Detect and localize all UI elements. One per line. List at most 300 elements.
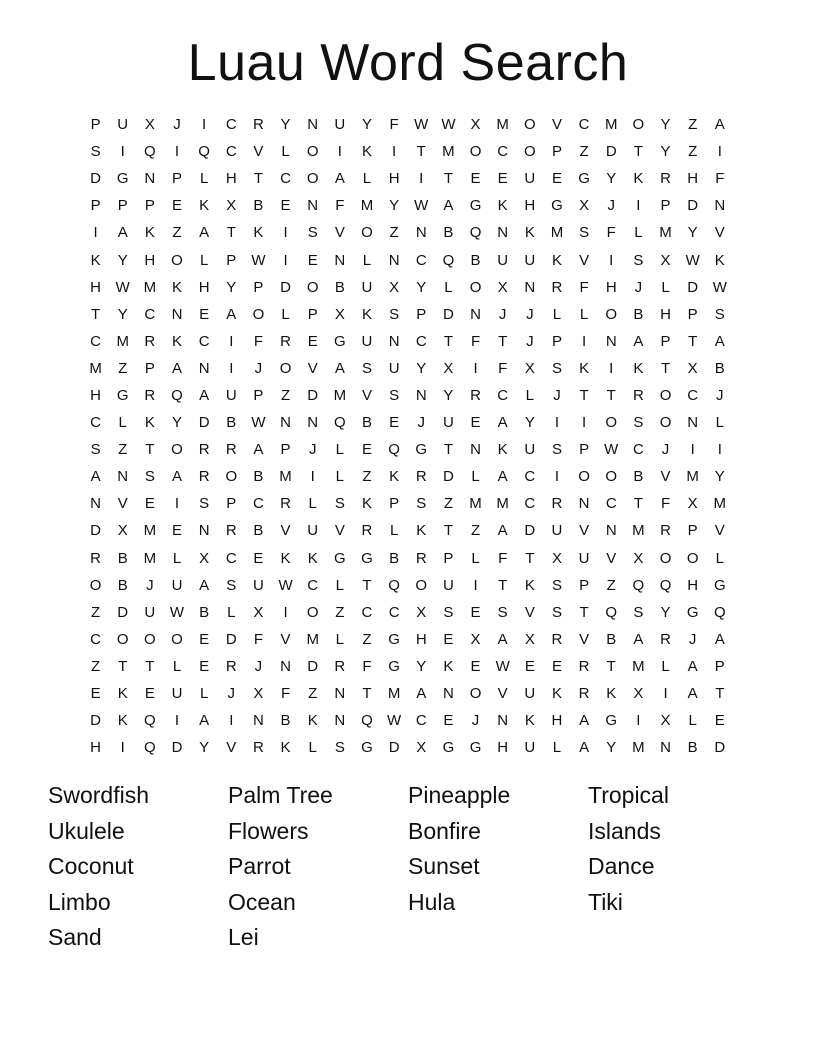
grid-row <box>82 490 734 517</box>
grid-letter: Z <box>688 116 698 134</box>
grid-letter: I <box>582 332 587 350</box>
grid-letter: K <box>361 305 372 323</box>
grid-letter: K <box>253 224 264 242</box>
grid-letter: S <box>389 386 400 404</box>
grid-letter: J <box>173 116 181 134</box>
grid-letter: G <box>388 657 400 675</box>
grid-letter: M <box>632 522 645 540</box>
grid-letter: I <box>609 251 614 269</box>
grid-letter: T <box>253 170 263 188</box>
grid-letter: W <box>251 414 266 432</box>
grid-letter: X <box>334 305 345 323</box>
grid-letter: Q <box>361 712 373 730</box>
grid-letter: E <box>253 549 264 567</box>
grid-letter: A <box>579 712 590 730</box>
grid-letter: X <box>660 712 671 730</box>
grid-letter: P <box>144 197 155 215</box>
grid-letter: S <box>633 603 644 621</box>
grid-letter: F <box>470 332 481 350</box>
grid-letter: N <box>388 251 400 269</box>
grid-letter: V <box>579 522 590 540</box>
grid-letter: R <box>660 170 671 188</box>
grid-letter: M <box>604 116 618 134</box>
grid-letter: V <box>660 468 671 486</box>
grid-letter: B <box>443 224 454 242</box>
grid-letter: C <box>632 441 644 459</box>
grid-letter: G <box>334 332 346 350</box>
grid-letter: D <box>117 603 129 621</box>
grid-letter: K <box>280 739 291 757</box>
grid-letter: K <box>117 685 128 703</box>
word-list-item: Tiki <box>588 888 623 915</box>
grid-letter: N <box>280 657 291 675</box>
grid-row <box>82 463 734 490</box>
grid-letter: S <box>497 603 508 621</box>
grid-letter: N <box>388 332 400 350</box>
grid-letter: Z <box>688 143 698 161</box>
grid-letter: I <box>717 143 722 161</box>
grid-letter: I <box>582 414 587 432</box>
grid-letter: L <box>335 468 344 486</box>
grid-letter: K <box>307 712 318 730</box>
grid-letter: V <box>361 386 372 404</box>
grid-letter: L <box>281 305 290 323</box>
grid-letter: B <box>687 739 698 757</box>
grid-row <box>82 274 734 301</box>
word-list-item: Ukulele <box>48 817 125 844</box>
grid-letter: B <box>253 468 264 486</box>
grid-letter: C <box>687 386 699 404</box>
grid-letter: P <box>226 495 237 513</box>
grid-letter: T <box>443 441 453 459</box>
grid-letter: E <box>361 441 372 459</box>
grid-letter: J <box>526 305 534 323</box>
grid-letter: A <box>334 170 345 188</box>
grid-letter: C <box>415 251 427 269</box>
grid-letter: O <box>306 170 319 188</box>
grid-letter: L <box>634 224 643 242</box>
grid-letter: A <box>497 522 508 540</box>
grid-letter: Y <box>606 170 617 188</box>
grid-letter: L <box>471 468 480 486</box>
grid-letter: C <box>361 603 373 621</box>
grid-letter: O <box>171 251 183 269</box>
grid-letter: B <box>253 522 264 540</box>
grid-letter: J <box>607 197 615 215</box>
word-list-item: Tropical <box>588 782 669 808</box>
grid-letter: R <box>551 630 563 648</box>
word-list-item: Flowers <box>228 817 309 844</box>
grid-letter: L <box>335 441 344 459</box>
grid-letter: C <box>90 414 101 432</box>
grid-letter: U <box>334 116 346 134</box>
grid-letter: L <box>199 685 209 703</box>
grid-letter: N <box>442 685 454 703</box>
grid-letter: R <box>551 278 563 296</box>
grid-letter: F <box>362 657 372 675</box>
grid-letter: U <box>361 332 373 350</box>
grid-letter: K <box>171 332 182 350</box>
grid-letter: N <box>497 712 509 730</box>
grid-letter: L <box>308 495 317 513</box>
grid-letter: O <box>632 116 645 134</box>
grid-letter: E <box>497 170 508 188</box>
grid-letter: B <box>633 305 644 323</box>
grid-letter: A <box>633 630 644 648</box>
grid-letter: R <box>198 441 210 459</box>
grid-letter: U <box>524 441 536 459</box>
grid-letter: P <box>90 197 101 215</box>
grid-letter: N <box>334 712 346 730</box>
grid-letter: K <box>307 549 318 567</box>
grid-letter: Y <box>660 603 671 621</box>
grid-letter: Q <box>659 576 672 594</box>
grid-letter: I <box>229 359 234 377</box>
grid-letter: P <box>551 332 562 350</box>
grid-letter: K <box>144 414 155 432</box>
grid-letter: B <box>714 359 725 377</box>
grid-letter: O <box>415 576 428 594</box>
grid-letter: M <box>143 278 157 296</box>
grid-letter: E <box>199 630 210 648</box>
grid-letter: X <box>253 603 264 621</box>
grid-letter: A <box>714 630 725 648</box>
grid-letter: L <box>715 414 724 432</box>
grid-letter: R <box>470 386 481 404</box>
grid-letter: W <box>169 603 185 621</box>
grid-letter: L <box>335 576 344 594</box>
grid-letter: W <box>278 576 293 594</box>
grid-letter: T <box>90 305 101 323</box>
grid-letter: C <box>524 468 536 486</box>
grid-letter: A <box>714 116 725 134</box>
grid-letter: A <box>117 224 128 242</box>
grid-letter: C <box>90 332 101 350</box>
grid-letter: P <box>660 332 671 350</box>
grid-letter: J <box>634 278 643 296</box>
grid-letter: Y <box>443 386 454 404</box>
grid-letter: D <box>171 739 183 757</box>
grid-letter: N <box>90 495 101 513</box>
grid-letter: Y <box>226 278 237 296</box>
grid-letter: L <box>552 305 562 323</box>
grid-letter: D <box>280 278 291 296</box>
grid-letter: P <box>253 278 264 296</box>
grid-letter: S <box>579 224 590 242</box>
grid-letter: I <box>283 603 288 621</box>
grid-letter: L <box>579 305 589 323</box>
grid-letter: R <box>551 495 563 513</box>
grid-letter: A <box>199 224 210 242</box>
grid-letter: G <box>361 739 373 757</box>
grid-letter: M <box>116 332 129 350</box>
word-list-item: Ocean <box>228 888 296 915</box>
grid-letter: K <box>144 224 155 242</box>
grid-letter: I <box>690 441 695 459</box>
grid-letter: P <box>280 441 291 459</box>
grid-letter: N <box>578 495 590 513</box>
grid-letter: D <box>90 712 101 730</box>
grid-letter: C <box>415 712 427 730</box>
grid-letter: R <box>415 549 427 567</box>
grid-letter: W <box>685 251 700 269</box>
grid-letter: Q <box>632 576 645 594</box>
grid-letter: Z <box>362 468 372 486</box>
grid-letter: L <box>362 251 372 269</box>
grid-letter: A <box>443 197 454 215</box>
grid-letter: V <box>307 359 318 377</box>
grid-letter: E <box>470 170 481 188</box>
grid-letter: R <box>334 657 346 675</box>
grid-letter: S <box>334 739 345 757</box>
grid-letter: L <box>118 414 127 432</box>
grid-letter: F <box>335 197 345 215</box>
grid-letter: C <box>388 603 400 621</box>
grid-letter: V <box>280 522 291 540</box>
grid-letter: G <box>686 603 699 621</box>
grid-letter: L <box>525 386 534 404</box>
grid-letter: U <box>388 359 400 377</box>
grid-letter: T <box>633 495 643 513</box>
grid-letter: D <box>307 657 319 675</box>
grid-letter: N <box>307 197 319 215</box>
grid-letter: B <box>606 630 617 648</box>
grid-letter: K <box>389 468 400 486</box>
grid-letter: K <box>524 224 535 242</box>
grid-letter: I <box>174 495 180 513</box>
grid-letter: Q <box>388 441 400 459</box>
grid-letter: E <box>199 657 210 675</box>
grid-letter: B <box>117 576 128 594</box>
grid-letter: T <box>416 143 426 161</box>
grid-letter: J <box>417 414 425 432</box>
grid-letter: W <box>251 251 266 269</box>
grid-letter: X <box>524 630 535 648</box>
grid-letter: B <box>117 549 128 567</box>
grid-letter: G <box>361 549 373 567</box>
grid-letter: A <box>199 576 210 594</box>
grid-letter: V <box>334 224 345 242</box>
grid-letter: Z <box>90 657 101 675</box>
grid-letter: Q <box>198 143 210 161</box>
grid-letter: X <box>226 197 237 215</box>
grid-letter: I <box>717 441 722 459</box>
grid-letter: Y <box>280 116 291 134</box>
grid-letter: V <box>551 116 562 134</box>
grid-row <box>82 111 734 138</box>
word-list <box>48 778 768 956</box>
grid-letter: H <box>660 305 671 323</box>
grid-letter: S <box>551 441 562 459</box>
grid-letter: I <box>609 359 614 377</box>
grid-letter: I <box>636 197 641 215</box>
grid-letter: K <box>361 143 372 161</box>
grid-letter: H <box>551 712 563 730</box>
grid-letter: Y <box>660 143 671 161</box>
grid-letter: F <box>389 116 399 134</box>
grid-letter: R <box>361 522 373 540</box>
grid-letter: N <box>307 414 319 432</box>
grid-row <box>82 165 734 192</box>
grid-letter: K <box>171 278 182 296</box>
grid-letter: R <box>252 116 264 134</box>
grid-letter: M <box>442 143 455 161</box>
grid-letter: P <box>687 305 698 323</box>
grid-letter: A <box>199 712 210 730</box>
grid-letter: R <box>225 657 237 675</box>
grid-letter: T <box>525 549 535 567</box>
grid-letter: A <box>90 468 101 486</box>
grid-letter: Z <box>308 685 318 703</box>
grid-letter: P <box>416 305 427 323</box>
grid-row <box>82 436 734 463</box>
grid-letter: Y <box>524 414 535 432</box>
grid-letter: N <box>605 522 617 540</box>
grid-letter: E <box>551 657 562 675</box>
grid-letter: O <box>523 143 536 161</box>
grid-letter: O <box>469 278 482 296</box>
grid-letter: L <box>444 278 453 296</box>
grid-letter: P <box>307 305 318 323</box>
grid-letter: O <box>279 359 292 377</box>
grid-letter: D <box>90 522 101 540</box>
grid-letter: X <box>144 116 155 134</box>
grid-letter: E <box>90 685 101 703</box>
grid-letter: Y <box>714 468 725 486</box>
grid-letter: H <box>225 170 237 188</box>
grid-letter: K <box>280 549 291 567</box>
grid-letter: U <box>524 251 536 269</box>
grid-letter: D <box>225 630 237 648</box>
grid-letter: X <box>551 549 562 567</box>
grid-letter: G <box>116 170 129 188</box>
grid-letter: W <box>115 278 130 296</box>
grid-letter: D <box>442 305 454 323</box>
page-title: Luau Word Search <box>187 34 629 92</box>
grid-letter: D <box>714 739 726 757</box>
grid-letter: I <box>310 468 315 486</box>
grid-letter: X <box>633 549 644 567</box>
grid-letter: L <box>199 251 209 269</box>
grid-letter: U <box>225 386 237 404</box>
grid-letter: U <box>144 603 156 621</box>
grid-letter: O <box>659 414 672 432</box>
grid-row <box>82 138 734 165</box>
word-list-item: Islands <box>588 817 661 844</box>
grid-letter: Q <box>442 251 455 269</box>
grid-letter: J <box>471 712 480 730</box>
grid-letter: H <box>687 170 699 188</box>
grid-letter: K <box>579 359 590 377</box>
grid-letter: X <box>199 549 210 567</box>
grid-letter: H <box>198 278 210 296</box>
grid-letter: D <box>605 143 617 161</box>
grid-letter: S <box>199 495 210 513</box>
grid-letter: Y <box>660 116 671 134</box>
grid-letter: N <box>687 414 699 432</box>
grid-letter: U <box>117 116 129 134</box>
grid-letter: T <box>443 522 453 540</box>
grid-letter: S <box>551 603 562 621</box>
grid-letter: W <box>712 278 727 296</box>
grid-letter: N <box>144 170 156 188</box>
grid-row <box>82 219 734 246</box>
grid-letter: P <box>90 116 101 134</box>
word-list-item: Sunset <box>408 853 480 879</box>
grid-letter: V <box>253 143 264 161</box>
grid-letter: E <box>524 657 535 675</box>
grid-letter: O <box>225 468 238 486</box>
grid-letter: V <box>226 739 237 757</box>
grid-letter: U <box>171 576 183 594</box>
grid-letter: D <box>388 739 400 757</box>
grid-letter: R <box>198 468 210 486</box>
grid-letter: M <box>360 197 374 215</box>
grid-letter: L <box>308 739 317 757</box>
grid-letter: H <box>388 170 400 188</box>
grid-letter: S <box>389 305 400 323</box>
grid-letter: R <box>252 739 264 757</box>
grid-letter: B <box>226 414 237 432</box>
grid-letter: K <box>524 712 535 730</box>
grid-letter: I <box>473 359 478 377</box>
grid-letter: X <box>443 359 454 377</box>
grid-letter: E <box>307 332 318 350</box>
grid-letter: K <box>117 712 128 730</box>
grid-letter: U <box>578 549 590 567</box>
grid-letter: A <box>416 685 427 703</box>
grid-letter: N <box>280 414 291 432</box>
grid-letter: B <box>389 549 400 567</box>
grid-letter: K <box>497 197 508 215</box>
grid-letter: X <box>416 603 427 621</box>
grid-letter: M <box>496 116 509 134</box>
grid-letter: K <box>90 251 101 269</box>
grid-letter: F <box>498 549 508 567</box>
grid-letter: Y <box>606 739 617 757</box>
grid-letter: O <box>469 685 482 703</box>
grid-letter: N <box>470 441 481 459</box>
grid-letter: G <box>415 441 428 459</box>
grid-letter: Z <box>443 495 453 513</box>
grid-row <box>82 545 734 572</box>
grid-letter: U <box>307 522 319 540</box>
grid-letter: C <box>415 332 427 350</box>
grid-letter: Z <box>335 603 345 621</box>
grid-letter: O <box>171 441 183 459</box>
grid-letter: A <box>579 739 590 757</box>
grid-letter: M <box>143 549 157 567</box>
grid-letter: N <box>415 386 427 404</box>
grid-letter: H <box>415 630 427 648</box>
grid-letter: N <box>605 332 617 350</box>
grid-letter: L <box>661 278 670 296</box>
grid-letter: Z <box>118 441 128 459</box>
word-list-item: Parrot <box>228 853 291 879</box>
grid-letter: C <box>307 576 319 594</box>
grid-letter: I <box>636 712 641 730</box>
grid-letter: K <box>416 522 427 540</box>
grid-letter: H <box>524 197 536 215</box>
grid-letter: L <box>227 603 236 621</box>
grid-letter: T <box>498 576 508 594</box>
letter-grid <box>82 111 734 761</box>
grid-letter: D <box>198 414 210 432</box>
grid-letter: P <box>551 143 562 161</box>
grid-letter: A <box>334 359 345 377</box>
grid-letter: E <box>199 305 210 323</box>
grid-letter: C <box>497 143 509 161</box>
